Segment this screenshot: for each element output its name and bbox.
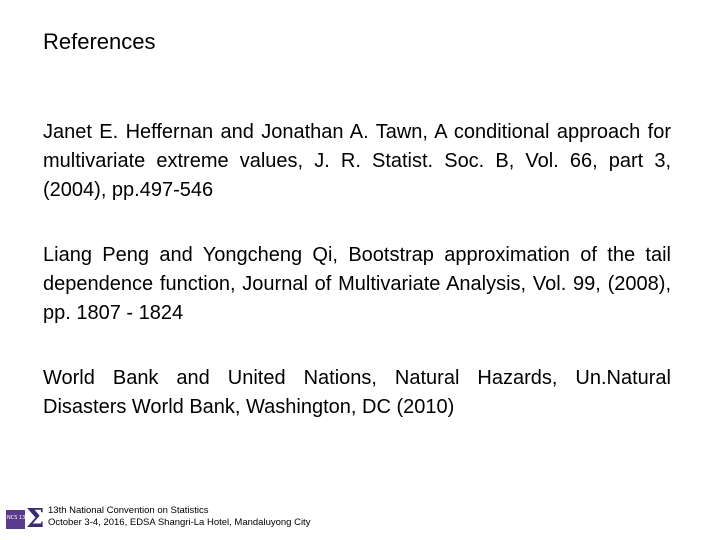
reference-item: World Bank and United Nations, Natural Hazards, Un.Natural Disasters World Bank, Washington, DC (2010) bbox=[43, 367, 671, 418]
references-list bbox=[43, 118, 671, 458]
logo-sigma: Σ bbox=[26, 504, 45, 534]
footer-text bbox=[48, 505, 310, 529]
footer-event-details: October 3-4, 2016, EDSA Shangri-La Hotel, Mandaluyong City bbox=[48, 517, 311, 528]
reference-item: Liang Peng and Yongcheng Qi, Bootstrap approximation of the tail dependence function, Journal of Multivariate Analysis, Vol. 99, (2008), pp. 1807 - 1824 bbox=[43, 244, 671, 324]
reference-item: Janet E. Heffernan and Jonathan A. Tawn, A conditional approach for multivariate extreme values, J. R. Statist. Soc. B, Vol. 66, part 3, (2004), pp.497-546 bbox=[43, 121, 671, 201]
slide-title: References bbox=[43, 29, 156, 54]
footer bbox=[6, 505, 310, 535]
footer-event-name: 13th National Convention on Statistics bbox=[48, 505, 209, 516]
sigma-logo-icon bbox=[6, 506, 46, 532]
logo-box-text: NCS 13 bbox=[7, 515, 26, 521]
